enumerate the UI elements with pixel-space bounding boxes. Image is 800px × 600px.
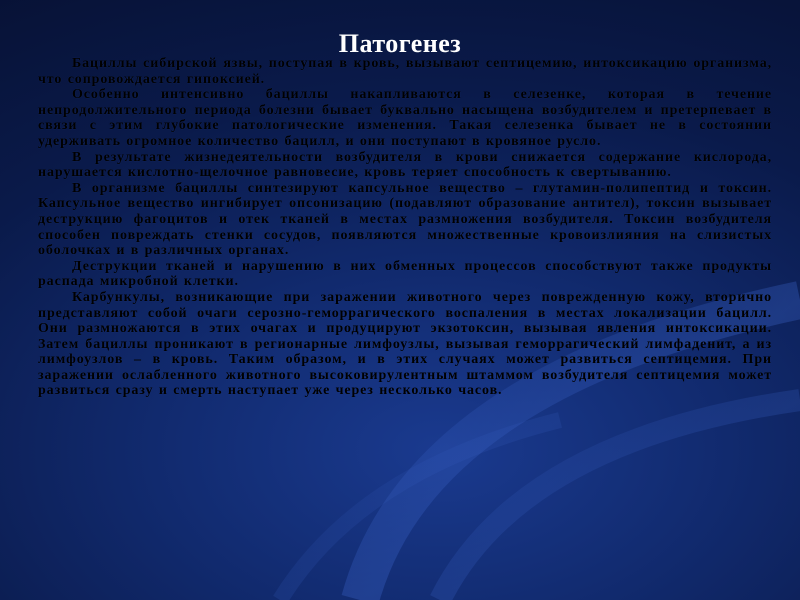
- paragraph-blood-oxygen: В результате жизнедеятельности возбудителя в крови снижается содержание кислорода, нарушается кислотно-щелочное равновесие, кровь теряет способность к свертыванию.: [38, 149, 772, 181]
- paragraph-capsule-toxin: В организме бациллы синтезируют капсульное вещество – глутамин-полипептид и токсин. Капсульное вещество ингибирует опсонизацию (подавляют образование антител), токсин вызывает деструкцию фагоцитов и отек тканей в местах размножения возбудителя. Токсин возбудителя способен повреждать стенки сосудов, появляются множественные кровоизлияния на слизистых оболочках и в различных органах.: [38, 180, 772, 259]
- paragraph-tissue-destruction: Деструкции тканей и нарушению в них обменных процессов способствуют также продукты распада микробной клетки.: [38, 258, 772, 290]
- paragraph-spleen: Особенно интенсивно бациллы накапливаются в селезенке, которая в течение непродолжительного периода болезни бывает буквально насыщена возбудителем и претерпевает в связи с этим глубокие патологические изменения. Такая селезенка бывает не в состоянии удерживать огромное количество бацилл, и они поступают в кровяное русло.: [38, 87, 772, 149]
- paragraph-septicemia: Бациллы сибирской язвы, поступая в кровь, вызывают септицемию, интоксикацию организма, что сопровождается гипоксией.: [38, 56, 772, 87]
- slide-title: Патогенез: [338, 29, 462, 58]
- slide-body: [38, 56, 772, 399]
- paragraph-carbuncles: Карбункулы, возникающие при заражении животного через поврежденную кожу, вторично представляют собой очаги серозно-геморрагического воспаления в местах локализации бацилл. Они размножаются в этих очагах и продуцируют экзотоксин, вызывая явления интоксикации. Затем бациллы проникают в регионарные лимфоузлы, вызывая геморрагический лимфаденит, а из лимфоузлов – в кровь. Таким образом, и в этих случаях может развиться септицемия. При заражении ослабленного животного высоковирулентным штаммом возбудителя септицемия может развиться сразу и смерть наступает уже через несколько часов.: [38, 289, 772, 399]
